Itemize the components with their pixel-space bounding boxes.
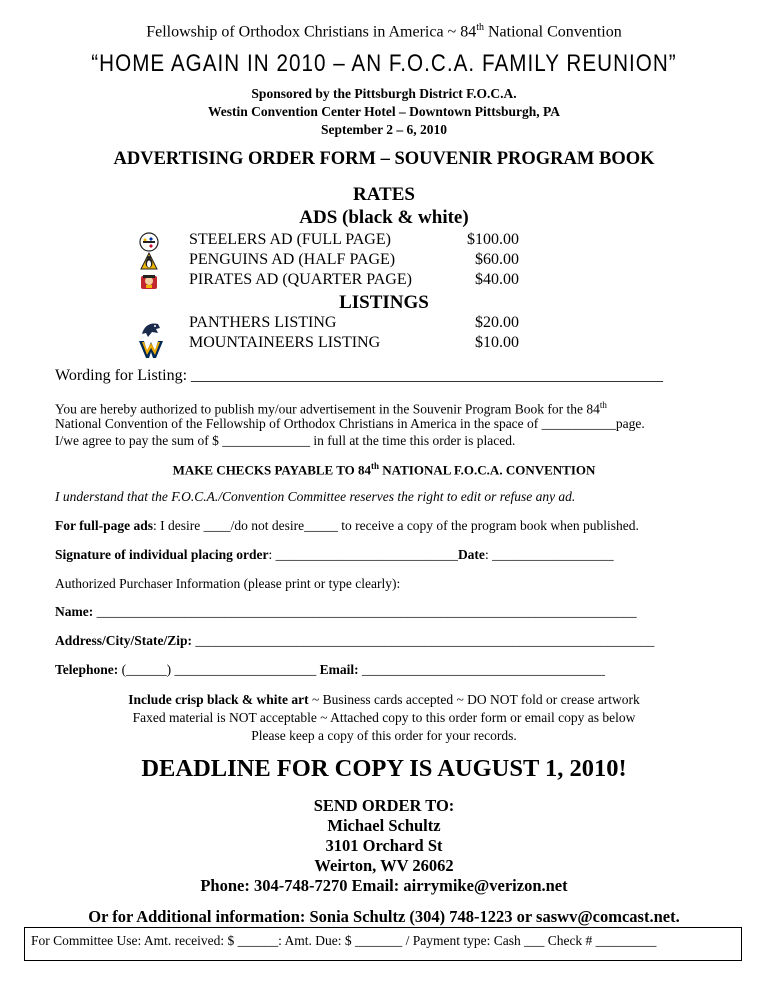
name-field[interactable]: ________________________________________________________________________________	[93, 604, 637, 619]
sponsor-line: Sponsored by the Pittsburgh District F.O.C.A.	[251, 86, 517, 101]
signature-row[interactable]	[55, 547, 614, 563]
ad-pirates-label: PIRATES AD (QUARTER PAGE)	[189, 271, 412, 288]
ad-steelers-price: $100.00	[467, 231, 519, 248]
full-page-text: : I desire ____/do not desire_____ to receive a copy of the program book when published.	[153, 518, 639, 533]
instructions-rest: ~ Business cards accepted ~ DO NOT fold or crease artwork	[308, 692, 640, 707]
date-label: Date	[457, 547, 485, 562]
wording-for-listing-field[interactable]: Wording for Listing: ___________________________________________________________	[55, 367, 664, 384]
address-label: Address/City/State/Zip:	[55, 633, 193, 648]
committee-use-text: For Committee Use: Amt. received: $ ______: Amt. Due: $ _______ / Payment type: Cash ___ Check # _________	[31, 933, 657, 948]
send-to-street: 3101 Orchard St	[325, 836, 443, 855]
authorization-text: You are hereby authorized to publish my/our advertisement in the Souvenir Program Book for the 84	[55, 401, 600, 417]
listing-mountaineers-price: $10.00	[475, 334, 519, 351]
date-field[interactable]: : __________________	[484, 547, 614, 562]
address-field[interactable]: ____________________________________________________________________	[192, 633, 655, 648]
ad-steelers-label: STEELERS AD (FULL PAGE)	[189, 231, 391, 248]
ad-penguins-price: $60.00	[475, 251, 519, 268]
send-to-name: Michael Schultz	[327, 816, 441, 835]
rates-heading: RATES	[353, 184, 415, 205]
email-field[interactable]: ____________________________________	[358, 662, 606, 677]
instructions-bold: Include crisp black & white art	[128, 692, 309, 707]
dates-line: September 2 – 6, 2010	[320, 122, 448, 137]
mountaineers-logo-icon	[138, 338, 164, 365]
form-title: ADVERTISING ORDER FORM – SOUVENIR PROGRAM BOOK	[113, 149, 655, 169]
org-line-sup: th	[476, 22, 484, 33]
full-page-label: For full-page ads	[55, 518, 154, 533]
checks-payable-text-end: NATIONAL F.O.C.A. CONVENTION	[379, 462, 596, 478]
event-title: “HOME AGAIN IN 2010 – AN F.O.C.A. FAMILY REUNION”	[91, 50, 677, 77]
venue-line: Westin Convention Center Hotel – Downtown Pittsburgh, PA	[207, 104, 560, 119]
instructions-line-3: Please keep a copy of this order for your records.	[251, 728, 517, 743]
ads-heading: ADS (black & white)	[299, 207, 469, 228]
listing-panthers-label: PANTHERS LISTING	[189, 314, 337, 331]
listing-panthers-price: $20.00	[475, 314, 519, 331]
checks-payable-text: MAKE CHECKS PAYABLE TO 84	[172, 462, 372, 478]
org-line-text: Fellowship of Orthodox Christians in America ~ 84	[146, 23, 477, 41]
instructions-line-1	[0, 691, 768, 708]
checks-payable-line	[0, 461, 768, 478]
signature-field[interactable]: : ___________________________	[268, 547, 458, 562]
ad-pirates-price: $40.00	[475, 271, 519, 288]
authorization-sup: th	[599, 400, 607, 410]
name-label: Name:	[55, 604, 94, 619]
authorization-line-3[interactable]: I/we agree to pay the sum of $ _____________ in full at the time this order is placed.	[55, 433, 516, 448]
email-label: Email:	[319, 662, 359, 677]
disclaimer: I understand that the F.O.C.A./Convention Committee reserves the right to edit or refuse any ad.	[55, 489, 576, 504]
purchaser-heading: Authorized Purchaser Information (please print or type clearly):	[55, 576, 401, 591]
authorization-line-2[interactable]: National Convention of the Fellowship of Orthodox Christians in America in the space of ___________page.	[55, 416, 645, 431]
instructions-line-2: Faxed material is NOT acceptable ~ Attached copy to this order form or email copy as below	[132, 710, 636, 725]
ad-penguins-label: PENGUINS AD (HALF PAGE)	[189, 251, 396, 268]
send-to-city: Weirton, WV 26062	[314, 856, 454, 875]
signature-label: Signature of individual placing order	[55, 547, 269, 562]
name-row[interactable]	[55, 604, 637, 620]
telephone-email-row[interactable]	[55, 662, 605, 678]
deadline: DEADLINE FOR COPY IS AUGUST 1, 2010!	[141, 755, 627, 782]
send-order-heading: SEND ORDER TO:	[313, 796, 455, 815]
address-row[interactable]	[55, 633, 654, 649]
additional-info: Or for Additional information: Sonia Schultz (304) 748-1223 or saswv@comcast.net.	[88, 907, 680, 926]
listing-mountaineers-label: MOUNTAINEERS LISTING	[189, 334, 381, 351]
full-page-copy-field[interactable]	[55, 518, 639, 534]
organization-line	[0, 22, 768, 41]
listings-heading: LISTINGS	[339, 292, 429, 313]
org-line-text-end: National Convention	[483, 23, 622, 41]
checks-payable-sup: th	[371, 461, 380, 471]
send-to-contact: Phone: 304-748-7270 Email: airrymike@verizon.net	[200, 876, 568, 895]
telephone-field[interactable]: (______) _____________________	[118, 662, 317, 677]
telephone-label: Telephone:	[55, 662, 119, 677]
